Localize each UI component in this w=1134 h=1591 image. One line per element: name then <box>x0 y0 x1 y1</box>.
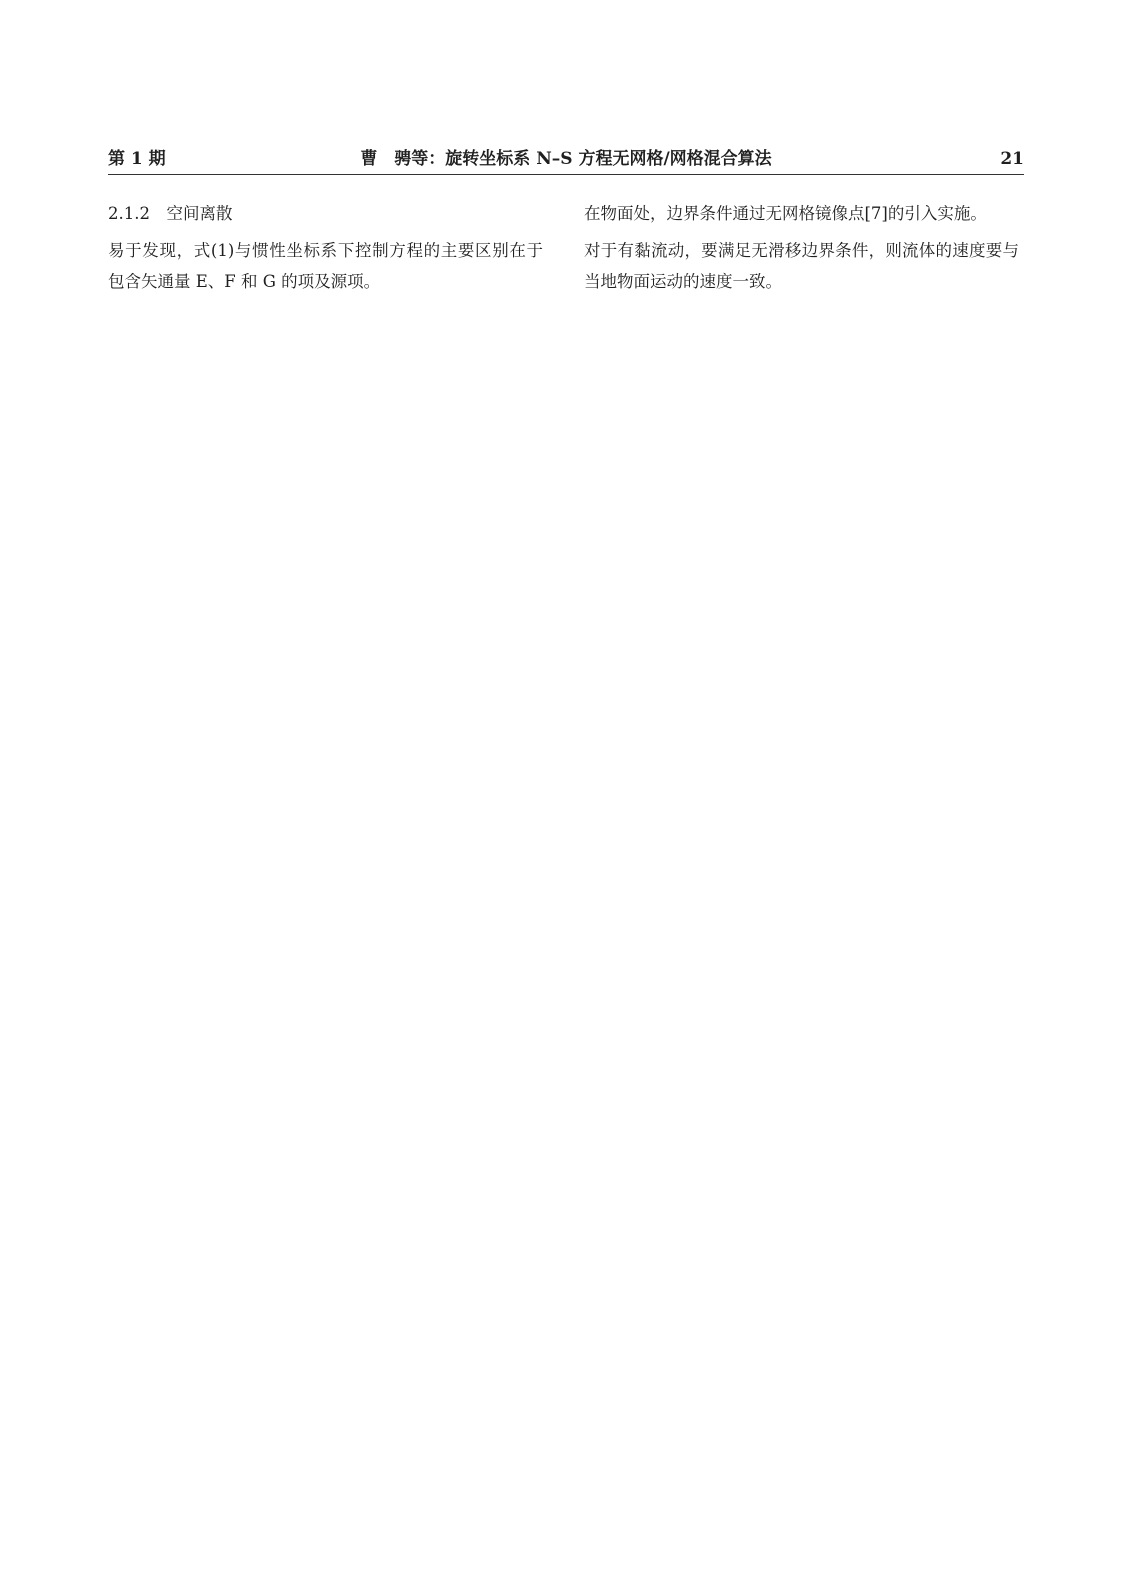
right-paragraph: 在物面处，边界条件通过无网格镜像点[7]的引入实施。 <box>584 204 987 223</box>
page-header <box>108 146 1024 175</box>
right-paragraph: 对于有黏流动，要满足无滑移边界条件，则流体的速度要与当地物面运动的速度一致。 <box>584 241 1019 291</box>
running-title: 曹 骋等：旋转坐标系 N–S 方程无网格/网格混合算法 <box>360 149 772 169</box>
left-column <box>108 198 543 303</box>
page-number: 21 <box>1000 149 1024 169</box>
left-paragraph: 2.1.2 空间离散 <box>108 204 233 223</box>
right-column <box>584 198 1019 303</box>
left-paragraph: 易于发现，式(1)与惯性坐标系下控制方程的主要区别在于包含矢通量 E、F 和 G 的项及源项。 <box>108 241 543 291</box>
issue-label: 第 1 期 <box>108 149 166 169</box>
